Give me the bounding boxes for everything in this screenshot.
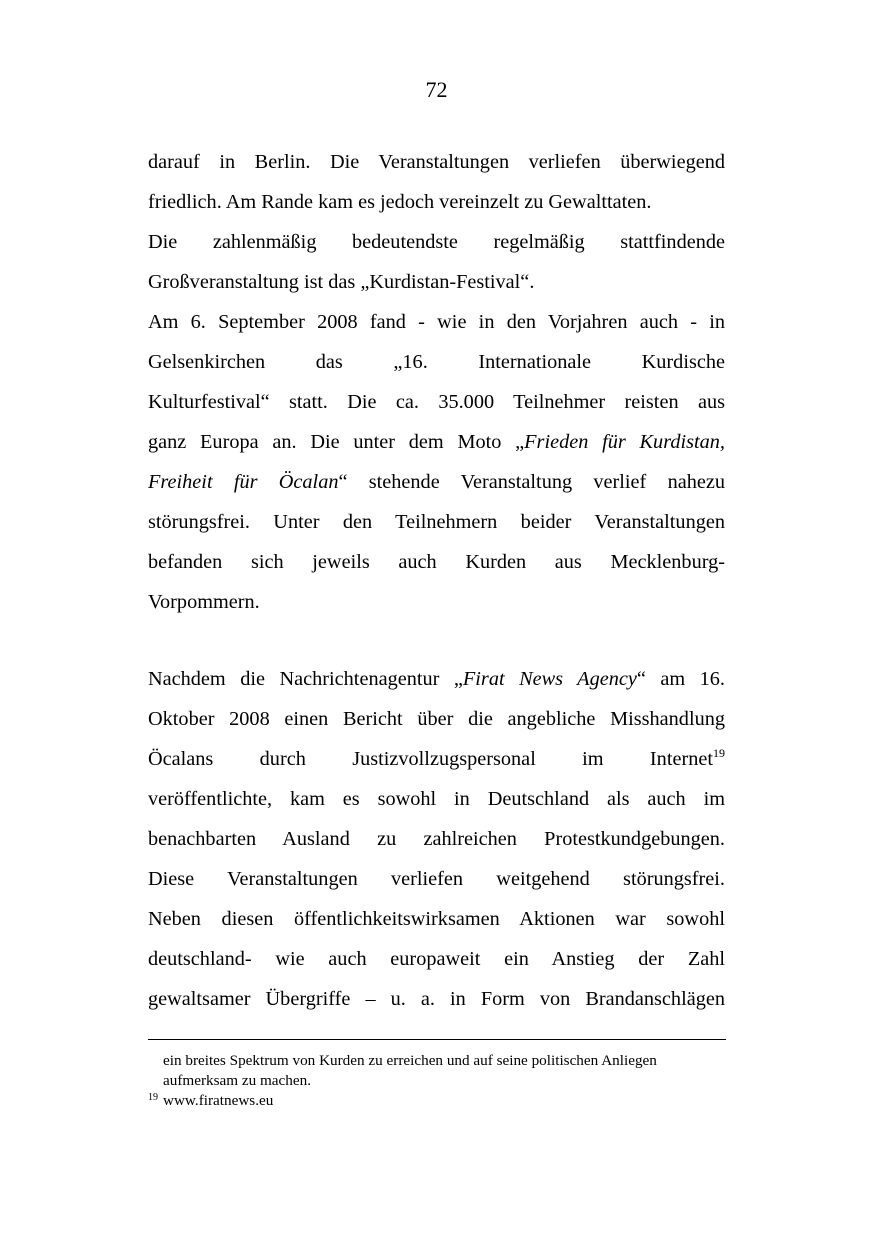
paragraph-3-line-8: Vorpommern. xyxy=(148,591,260,613)
paragraph-4-line-8: deutschland- wie auch europaweit ein Anstieg der Zahl xyxy=(148,948,725,970)
paragraph-4-line-5: benachbarten Ausland zu zahlreichen Protestkundgebungen. xyxy=(148,828,725,850)
footnote-divider xyxy=(148,1039,726,1040)
page-number: 72 xyxy=(425,77,448,102)
footnote-19-number: 19 xyxy=(148,1092,158,1103)
paragraph-4-line-4: veröffentlichte, kam es sowohl in Deutschland als auch im xyxy=(148,788,725,810)
paragraph-4-line-1 xyxy=(148,659,725,699)
paragraph-3-line-1: Am 6. September 2008 fand - wie in den Vorjahren auch - in xyxy=(148,311,725,333)
footnote-reference-19[interactable]: 19 xyxy=(713,746,725,761)
paragraph-1-line-2: friedlich. Am Rande kam es jedoch vereinzelt zu Gewalttaten. xyxy=(148,191,652,213)
paragraph-3-line-2: Gelsenkirchen das „16. Internationale Kurdische xyxy=(148,351,725,373)
paragraph-4-line-3-text: Öcalans durch Justizvollzugspersonal im Internet xyxy=(148,748,713,770)
paragraph-3-line-5 xyxy=(148,462,725,502)
paragraph-4-line-1-italic: Firat News Agency xyxy=(462,668,637,690)
paragraph-3-line-6: störungsfrei. Unter den Teilnehmern beider Veranstaltungen xyxy=(148,511,725,533)
paragraph-3-line-5-italic: Freiheit für Öcalan xyxy=(148,471,339,493)
paragraph-4-line-2: Oktober 2008 einen Bericht über die angebliche Misshandlung xyxy=(148,708,725,730)
footnote-continued-line-1: ein breites Spektrum von Kurden zu erreichen und auf seine politischen Anliegen xyxy=(163,1052,657,1069)
paragraph-3-line-7: befanden sich jeweils auch Kurden aus Mecklenburg- xyxy=(148,551,725,573)
footnote-19 xyxy=(148,1091,726,1111)
paragraph-4-line-3 xyxy=(148,739,725,779)
paragraph-3-line-4-text: ganz Europa an. Die unter dem Moto „ xyxy=(148,431,525,453)
paragraph-4-line-6: Diese Veranstaltungen verliefen weitgehend störungsfrei. xyxy=(148,868,725,890)
paragraph-2-line-2: Großveranstaltung ist das „Kurdistan-Festival“. xyxy=(148,271,535,293)
paragraph-4-line-1-text: Nachdem die Nachrichtenagentur „ xyxy=(148,668,463,690)
paragraph-3-line-5-text: “ stehende Veranstaltung verlief nahezu xyxy=(338,471,725,493)
paragraph-4-line-1-tail: “ am 16. xyxy=(636,668,725,690)
body-text-upper xyxy=(148,142,725,622)
paragraph-3-line-4 xyxy=(148,422,725,462)
paragraph-4-line-7: Neben diesen öffentlichkeitswirksamen Aktionen war sowohl xyxy=(148,908,725,930)
paragraph-1-line-1: darauf in Berlin. Die Veranstaltungen verliefen überwiegend xyxy=(148,151,725,173)
footnote-continued-line-2: aufmerksam zu machen. xyxy=(163,1072,312,1089)
footnotes xyxy=(148,1051,726,1111)
paragraph-4-line-9: gewaltsamer Übergriffe – u. a. in Form von Brandanschlägen xyxy=(148,988,725,1010)
footnote-19-link[interactable]: www.firatnews.eu xyxy=(163,1092,274,1109)
paragraph-2-line-1: Die zahlenmäßig bedeutendste regelmäßig stattfindende xyxy=(148,231,725,253)
paragraph-3-line-3: Kulturfestival“ statt. Die ca. 35.000 Teilnehmer reisten aus xyxy=(148,391,725,413)
paragraph-3-line-4-italic: Frieden für Kurdistan, xyxy=(524,431,725,453)
body-text-lower xyxy=(148,659,725,1019)
